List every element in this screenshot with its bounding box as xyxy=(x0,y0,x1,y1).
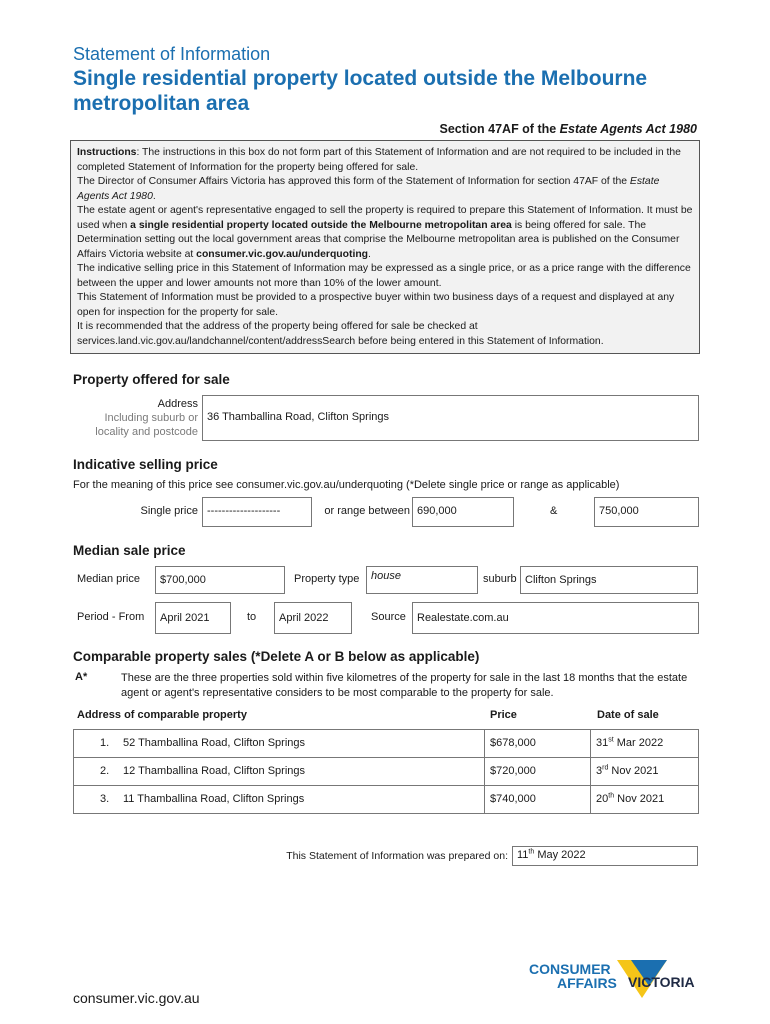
prepared-suffix: th xyxy=(528,848,535,856)
option-a-marker: A* xyxy=(75,671,88,683)
median-price-label: Median price xyxy=(77,573,140,585)
row-date-suffix: st xyxy=(608,736,614,744)
footer-url[interactable]: consumer.vic.gov.au xyxy=(73,990,200,1006)
form-subtitle: Statement of Information xyxy=(73,44,271,64)
instructions-label: Instructions xyxy=(77,147,137,158)
prepared-day: 11 xyxy=(517,849,529,861)
property-type-field[interactable]: house xyxy=(366,566,478,594)
row-address[interactable]: 12 Thamballina Road, Clifton Springs xyxy=(123,765,306,777)
section-reference xyxy=(440,122,697,136)
row-number: 3. xyxy=(100,793,110,805)
address-field[interactable]: 36 Thamballina Road, Clifton Springs xyxy=(202,395,699,441)
period-from-field[interactable]: April 2021 xyxy=(155,602,231,634)
table-row xyxy=(73,729,699,758)
row-number: 2. xyxy=(100,765,110,777)
address-label-line3: locality and postcode xyxy=(95,426,198,438)
row-date-suffix: rd xyxy=(602,764,609,772)
instructions-p6: It is recommended that the address of the property being offered for sale be checked at services.land.vic.gov.au/landchannel/content/addressSearch before being entered in this Statement of Information. xyxy=(77,321,604,347)
instructions-p3-bold: a single residential property located outside the Melbourne metropolitan area xyxy=(130,219,512,231)
instructions-p2: The Director of Consumer Affairs Victoria has approved this form of the Statement of Information for section 47AF of the xyxy=(77,176,630,187)
instructions-box xyxy=(70,140,700,354)
property-type-label: Property type xyxy=(294,573,360,585)
address-label-line2: Including suburb or xyxy=(104,412,198,424)
indicative-heading: Indicative selling price xyxy=(73,457,218,472)
row-date-day: 20 xyxy=(596,793,609,805)
table-row xyxy=(73,785,699,814)
form-title: Single residential property located outside the Melbourne metropolitan area xyxy=(73,67,648,115)
logo-text-affairs: AFFAIRS xyxy=(557,975,617,991)
consumer-affairs-victoria-logo xyxy=(527,958,707,1004)
prepared-on-label: This Statement of Information was prepared on: xyxy=(286,850,508,862)
instructions-p4: The indicative selling price in this Statement of Information may be expressed as a single price, or as a price range with the difference between the upper and lower amounts not more than 10% of the lower amount. xyxy=(77,263,691,289)
col-price-header: Price xyxy=(490,709,517,721)
instructions-act: Estate Agents Act 1980 xyxy=(77,176,660,202)
row-date[interactable] xyxy=(596,758,659,785)
indicative-note: For the meaning of this price see consumer.vic.gov.au/underquoting (*Delete single price or range as applicable) xyxy=(73,479,620,491)
instructions-p3-cont: is being offered for sale. The Determination setting out the local government areas that comprise the Melbourne metropolitan area is published on the Consumer Affairs Victoria website at xyxy=(77,219,680,260)
period-from-label: Period - From xyxy=(77,611,145,623)
row-date-month: Nov 2021 xyxy=(617,793,665,805)
logo-text-victoria: VICTORIA xyxy=(628,974,695,990)
row-address[interactable]: 52 Thamballina Road, Clifton Springs xyxy=(123,737,306,749)
instructions-p2-end: . xyxy=(152,190,156,202)
row-date[interactable] xyxy=(596,786,664,813)
section-prefix: Section 47AF of the xyxy=(439,122,560,136)
table-row xyxy=(73,757,699,786)
instructions-url: consumer.vic.gov.au/underquoting xyxy=(196,248,369,260)
col-date-header: Date of sale xyxy=(597,709,659,721)
row-address[interactable]: 11 Thamballina Road, Clifton Springs xyxy=(123,793,305,805)
instructions-p3: The estate agent or agent's representative engaged to sell the property is required to prepare this Statement of Information. It must be used when xyxy=(77,205,693,231)
comparable-heading: Comparable property sales (*Delete A or B below as applicable) xyxy=(73,649,480,664)
median-heading: Median sale price xyxy=(73,543,186,558)
median-price-field[interactable]: $700,000 xyxy=(155,566,285,594)
single-price-label: Single price xyxy=(140,505,198,517)
range-high-field[interactable]: 750,000 xyxy=(594,497,699,527)
address-label-line1: Address xyxy=(157,398,198,410)
row-price[interactable]: $720,000 xyxy=(490,765,536,777)
period-to-label: to xyxy=(247,611,257,623)
suburb-field[interactable]: Clifton Springs xyxy=(520,566,698,594)
prepared-on-field[interactable] xyxy=(512,846,698,866)
property-heading: Property offered for sale xyxy=(73,372,230,387)
suburb-label: suburb xyxy=(483,573,517,585)
instructions-p3-end: . xyxy=(368,248,371,260)
row-number: 1. xyxy=(100,737,110,749)
range-ampersand: & xyxy=(550,505,558,517)
source-label: Source xyxy=(371,611,406,623)
row-date[interactable] xyxy=(596,730,663,757)
instructions-p5: This Statement of Information must be provided to a prospective buyer within two business days of a request and displayed at any open for inspection for the property for sale. xyxy=(77,292,675,318)
row-date-day: 3 xyxy=(596,765,603,777)
comparable-description: These are the three properties sold within five kilometres of the property for sale in the last 18 months that the estate agent or agent's representative considers to be most comparable to the property for sale. xyxy=(121,672,688,699)
row-price[interactable]: $740,000 xyxy=(490,793,536,805)
address-label xyxy=(73,397,198,439)
range-label: or range between xyxy=(324,505,410,517)
logo-text-consumer: CONSUMER xyxy=(529,961,611,977)
logo-triangle-icon xyxy=(527,958,707,1004)
single-price-field[interactable]: -------------------- xyxy=(202,497,312,527)
prepared-month: May 2022 xyxy=(537,849,586,861)
period-to-field[interactable]: April 2022 xyxy=(274,602,352,634)
row-date-day: 31 xyxy=(596,737,609,749)
row-price[interactable]: $678,000 xyxy=(490,737,536,749)
source-field[interactable]: Realestate.com.au xyxy=(412,602,699,634)
col-address-header: Address of comparable property xyxy=(77,709,247,721)
row-date-month: Nov 2021 xyxy=(611,765,659,777)
row-date-suffix: th xyxy=(608,792,615,800)
row-date-month: Mar 2022 xyxy=(616,737,664,749)
range-low-field[interactable]: 690,000 xyxy=(412,497,514,527)
instructions-p1: : The instructions in this box do not form part of this Statement of Information and are not required to be included in the completed Statement of Information for the property being offered for sale. xyxy=(77,147,681,173)
section-act: Estate Agents Act 1980 xyxy=(559,122,697,136)
